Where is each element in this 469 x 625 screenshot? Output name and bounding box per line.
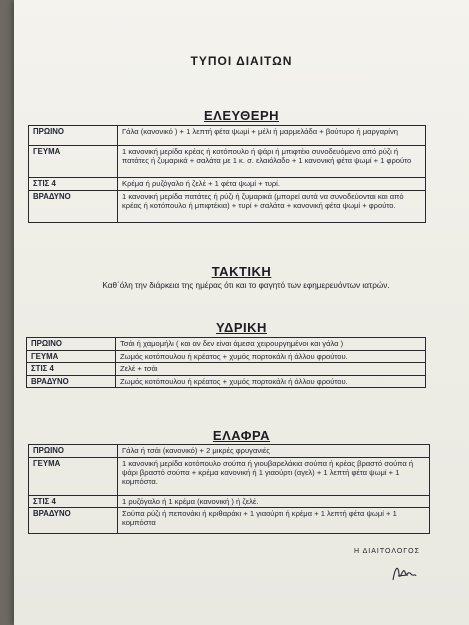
- taktiki-note: Καθ΄όλη την διάρκεια της ημέρας ότι και το φαγητό των εφημερευόντων ιατρών.: [102, 281, 390, 290]
- diet-table-eleftheri: [28, 125, 426, 223]
- meal-name: ΣΤΙΣ 4: [29, 178, 118, 191]
- table-row: [27, 350, 426, 363]
- table-row: [27, 338, 426, 351]
- meal-name: ΠΡΩΙΝΟ: [27, 338, 116, 351]
- meal-description: Γάλα ή τσάι (κανονικό) + 2 μικρές φρυγανιές: [118, 445, 430, 458]
- table-row: [27, 363, 426, 376]
- section-title-eleftheri: ΕΛΕΥΘΕΡΗ: [203, 108, 280, 123]
- diet-table-ydriki: [26, 337, 426, 388]
- meal-name: ΠΡΩΙΝΟ: [29, 126, 118, 146]
- table-row: [29, 146, 426, 178]
- meal-name: ΒΡΑΔΥΝΟ: [29, 508, 118, 534]
- signature-label: Η ΔΙΑΙΤΟΛΟΓΟΣ: [354, 548, 420, 555]
- table-row: [29, 126, 426, 146]
- section-title-elafra: ΕΛΑΦΡΑ: [212, 428, 271, 443]
- table-row: [29, 445, 430, 458]
- section-title-ydriki: ΥΔΡΙΚΗ: [216, 320, 267, 335]
- table-row: [29, 495, 430, 508]
- meal-description: Σούπα ρύζι ή πεπονάκι ή κριθαράκι + 1 γιαούρτι ή κρέμα + 1 λεπτή φέτα ψωμί + 1 κομπόστα: [118, 508, 430, 534]
- table-row: [29, 190, 426, 222]
- table-row: [27, 375, 426, 388]
- meal-description: Τσάι ή χαμομήλι ( και αν δεν είναι άμεσα χειρουργημένοι και γάλα ): [116, 338, 426, 351]
- meal-name: ΓΕΥΜΑ: [29, 146, 118, 178]
- meal-name: ΒΡΑΔΥΝΟ: [27, 375, 116, 388]
- document-page: [14, 0, 469, 625]
- meal-description: 1 κανονική μερίδα κοτόπουλο σούπα ή γιουβαρελάκια σούπα ή κρέας βραστό σούπα ή ψάρι βραστό σούπα + κρέμα κανονική ή 1 γιαούρτι (αγελ) + 1 λεπτή φέτα ψωμί + 1 κομπόστα.: [118, 457, 430, 495]
- table-row: [29, 178, 426, 191]
- meal-name: ΣΤΙΣ 4: [27, 363, 116, 376]
- meal-name: ΓΕΥΜΑ: [29, 457, 118, 495]
- meal-description: 1 κανονική μερίδα πατάτες ή ρύζι ή ζυμαρικά (μπορεί αυτά να συνοδεύονται και από κρέας ή κοτόπουλο ή μπιφτέκια) + τυρί + σαλάτα + κανονική φέτα ψωμί + φρούτο.: [118, 190, 426, 222]
- table-row: [29, 508, 430, 534]
- meal-description: Ζωμός κοτόπουλου ή κρέατος + χυμός πορτοκάλι ή άλλου φρούτου.: [116, 375, 426, 388]
- signature-scribble-icon: [389, 560, 419, 586]
- meal-name: ΓΕΥΜΑ: [27, 350, 116, 363]
- meal-name: ΒΡΑΔΥΝΟ: [29, 190, 118, 222]
- meal-description: 1 κανονική μερίδα κρέας ή κοτόπουλο ή ψάρι ή μπιφτέκι συνοδευόμενο από ρύζι ή πατάτες ή ζυμαρικά + σαλάτα με 1 κ. σ. ελαιόλαδο + 1 κανονική φέτα ψωμί + 1 φρούτο: [118, 146, 426, 178]
- document-title: ΤΥΠΟΙ ΔΙΑΙΤΩΝ: [190, 54, 293, 68]
- section-title-taktiki: ΤΑΚΤΙΚΗ: [211, 264, 272, 279]
- diet-table-elafra: [28, 444, 430, 534]
- meal-name: ΠΡΩΙΝΟ: [29, 445, 118, 458]
- table-row: [29, 457, 430, 495]
- meal-description: Γάλα (κανονικό ) + 1 λεπτή φέτα ψωμί + μέλι ή μαρμελάδα + βούτυρο ή μαργαρίνη: [118, 126, 426, 146]
- meal-name: ΣΤΙΣ 4: [29, 495, 118, 508]
- meal-description: Ζωμός κοτόπουλου ή κρέατος + χυμός πορτοκάλι ή άλλου φρούτου.: [116, 350, 426, 363]
- meal-description: Κρέμα ή ρυζόγαλο ή ζελέ + 1 φέτα ψωμί + τυρί.: [118, 178, 426, 191]
- meal-description: Ζελέ + τσάι: [116, 363, 426, 376]
- meal-description: 1 ρυζόγαλο ή 1 κρέμα (κανονική ) ή ζελέ.: [118, 495, 430, 508]
